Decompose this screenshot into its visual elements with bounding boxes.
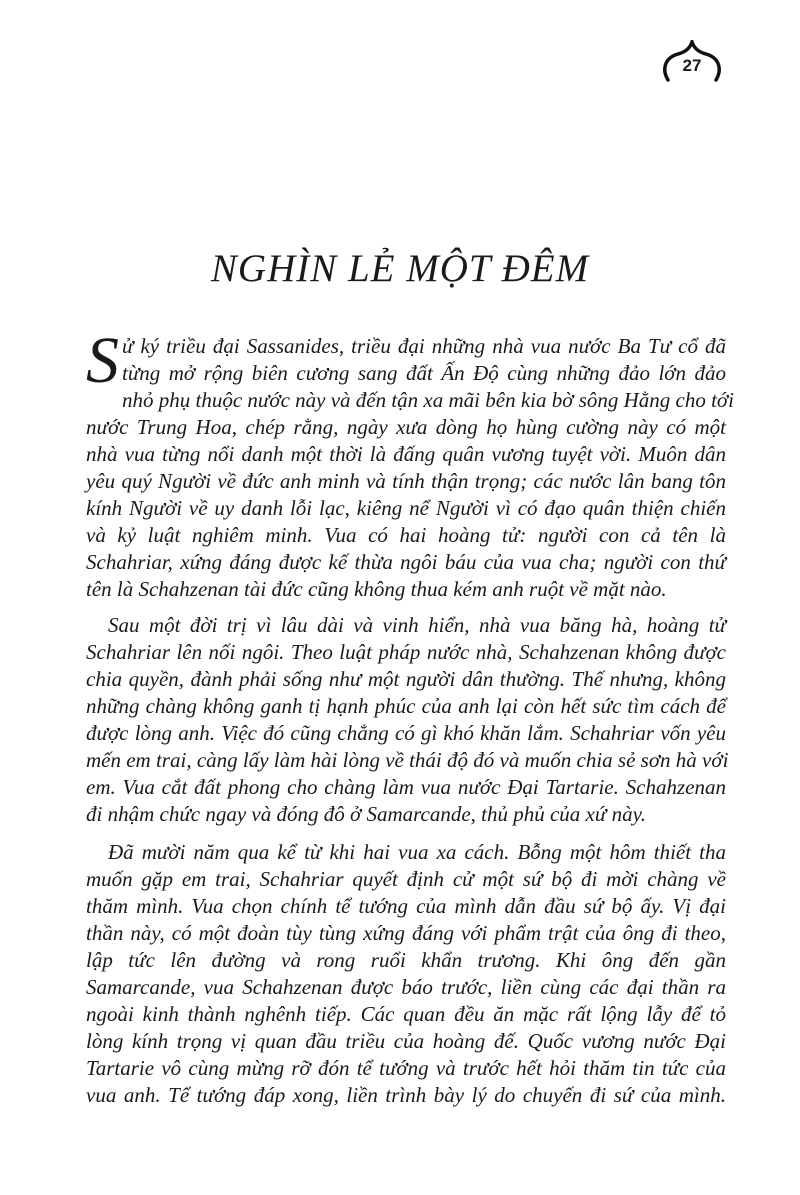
page-number: 27 (682, 56, 702, 75)
paragraph-3 (86, 839, 726, 1109)
chapter-title: NGHÌN LẺ MỘT ĐÊM (210, 247, 590, 290)
text-line: ngoài kinh thành nghênh tiếp. Các quan đều ăn mặc rất lộng lẫy để tỏ (86, 1002, 726, 1026)
text-line: Schahriar lên nối ngôi. Theo luật pháp nước nhà, Schahzenan không được (86, 640, 726, 664)
text-line: từng mở rộng biên cương sang đất Ấn Độ cùng những đảo lớn đảo (122, 361, 726, 385)
text-line: và kỷ luật nghiêm minh. Vua có hai hoàng tử: người con cả tên là (86, 523, 726, 547)
paragraph-2 (86, 612, 729, 828)
text-line: Sau một đời trị vì lâu dài và vinh hiển, nhà vua băng hà, hoàng tử (108, 613, 726, 637)
text-line: vua anh. Tể tướng đáp xong, liền trình bày lý do chuyến đi sứ của mình. (86, 1083, 726, 1107)
text-line: thần này, có một đoàn tùy tùng xứng đáng với phẩm trật của ông đi theo, (86, 921, 726, 945)
text-line: đi nhậm chức ngay và đóng đô ở Samarcande, thủ phủ của xứ này. (86, 802, 646, 826)
text-line: thăm mình. Vua chọn chính tể tướng của mình dẫn đầu sứ bộ ấy. Vị đại (86, 894, 726, 918)
text-line: Đã mười năm qua kể từ khi hai vua xa cách. Bỗng một hôm thiết tha (108, 840, 726, 864)
text-line: Samarcande, vua Schahzenan được báo trước, liền cùng các đại thần ra (86, 975, 726, 999)
text-line: được lòng anh. Việc đó cũng chẳng có gì khó khăn lắm. Schahriar vốn yêu (86, 721, 726, 745)
page-number-ornament (660, 40, 724, 82)
text-line: chia quyền, đành phải sống như một người dân thường. Thế nhưng, không (86, 667, 726, 691)
text-line: kính Người về uy danh lỗi lạc, kiêng nể Người vì có đạo quân thiện chiến (86, 496, 726, 520)
text-line: tên là Schahzenan tài đức cũng không thua kém anh ruột về mặt nào. (86, 577, 667, 601)
text-line: Schahriar, xứng đáng được kế thừa ngôi báu của vua cha; người con thứ (86, 550, 726, 574)
text-line: Tartarie vô cùng mừng rỡ đón tể tướng và trước hết hỏi thăm tin tức của (86, 1056, 726, 1080)
paragraph-1 (86, 324, 734, 603)
text-line: những chàng không ganh tị hạnh phúc của anh lại còn hết sức tìm cách để (86, 694, 726, 718)
text-line: mến em trai, càng lấy làm hài lòng về thái độ đó và muốn chia sẻ sơn hà với (86, 748, 729, 772)
text-line: muốn gặp em trai, Schahriar quyết định cử một sứ bộ đi mời chàng về (86, 867, 726, 891)
text-line: ử ký triều đại Sassanides, triều đại những nhà vua nước Ba Tư cổ đã (122, 334, 726, 358)
drop-cap: S (86, 324, 119, 397)
text-line: nhỏ phụ thuộc nước này và đến tận xa mãi bên kia bờ sông Hằng cho tới (122, 388, 734, 412)
text-line: nhà vua từng nổi danh một thời là đấng quân vương tuyệt vời. Muôn dân (86, 442, 726, 466)
text-line: lòng kính trọng vị quan đầu triều của hoàng đế. Quốc vương nước Đại (86, 1029, 726, 1053)
text-line: yêu quý Người về đức anh minh và tính thận trọng; các nước lân bang tôn (86, 469, 726, 493)
text-line: nước Trung Hoa, chép rằng, ngày xưa dòng họ hùng cường này có một (86, 415, 726, 439)
text-line: lập tức lên đường và rong ruổi khẩn trương. Khi ông đến gần (86, 948, 726, 972)
text-line: em. Vua cắt đất phong cho chàng làm vua nước Đại Tartarie. Schahzenan (86, 775, 726, 799)
